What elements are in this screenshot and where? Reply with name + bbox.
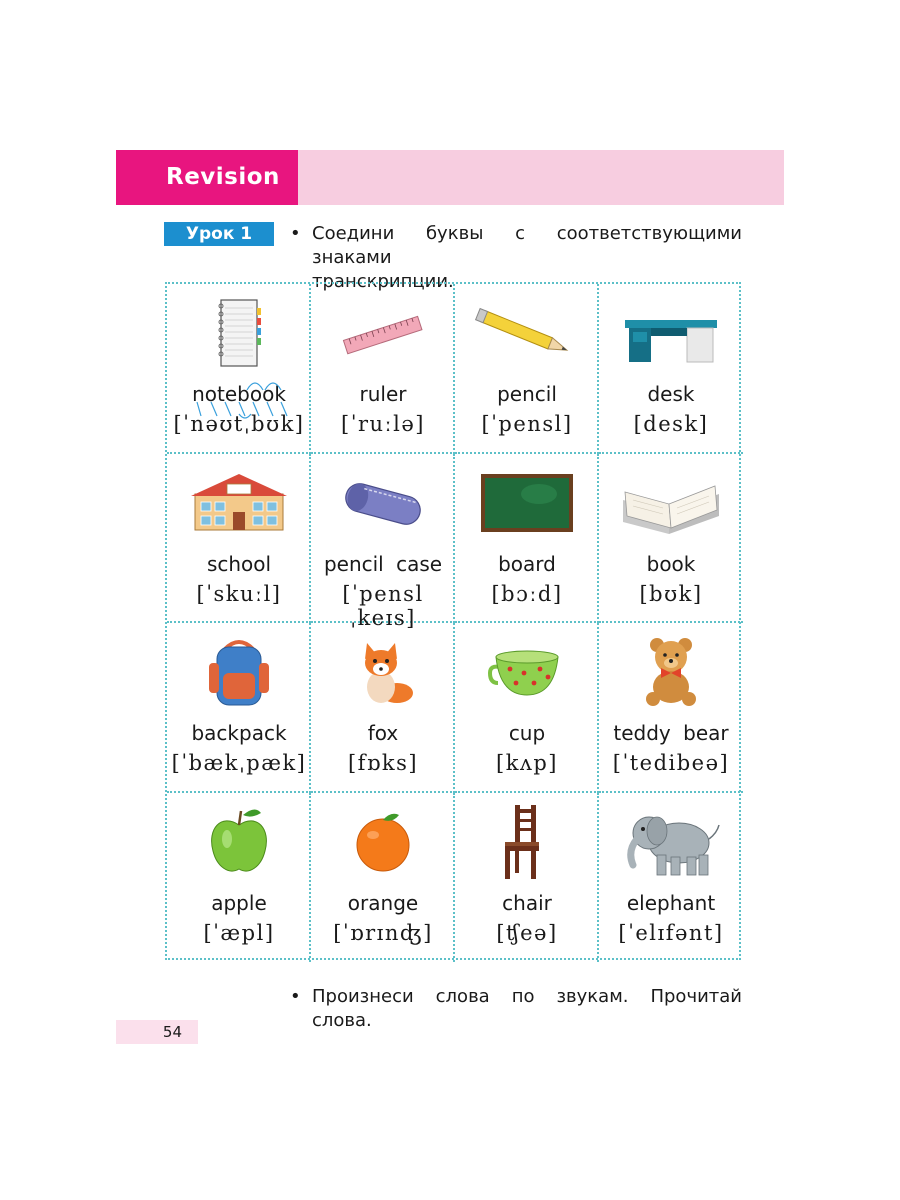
elephant-icon [599,803,743,881]
word-card-grid [165,282,741,960]
card-backpack [167,623,311,793]
card-word: book [646,551,696,576]
card-board [455,454,599,624]
card-book [599,454,743,624]
fox-icon [311,633,455,711]
card-word: pencil [497,382,557,406]
instruction-line: Произнеси слова по звукам. Прочитай слова. [312,986,742,1031]
cup-icon [455,633,599,711]
card-transcription: [ˈpensl] [481,412,573,436]
card-pencil-case [311,454,455,630]
book-icon [599,464,743,542]
bullet: • [290,986,301,1007]
card-transcription: [bʊk] [639,581,703,606]
card-transcription: [ʧeə] [496,920,558,945]
card-transcription: [ˈruːlə] [341,412,425,436]
school-icon [167,464,311,542]
card-word: notebook [192,382,286,406]
notebook-icon [167,294,311,372]
card-orange [311,793,455,963]
chair-icon [455,803,599,881]
card-fox [311,623,455,793]
card-transcription: [ˈɒrɪnʤ] [333,920,433,945]
lesson-badge: Урок 1 [164,222,274,246]
card-school [167,454,311,624]
card-transcription: [desk] [633,412,709,436]
card-word: board [498,551,556,576]
card-desk [599,284,743,454]
card-word: desk [647,382,695,406]
card-word: teddy bear [613,721,729,745]
card-word: apple [211,890,267,915]
card-transcription: [kʌp] [496,751,558,775]
card-word: cup [508,721,546,745]
card-transcription: [ˈelɪfənt] [618,920,724,945]
board-icon [455,464,599,542]
card-ruler [311,284,455,454]
card-notebook [167,284,311,454]
section-title: Revision [116,150,298,205]
card-word: elephant [626,890,716,915]
bullet: • [290,223,301,244]
ruler-icon [311,294,455,372]
instruction-line-1: Соедини буквы с соответствующими знаками [312,223,742,268]
card-apple [167,793,311,963]
backpack-icon [167,633,311,711]
card-word: ruler [359,382,407,406]
desk-icon [599,294,743,372]
card-word: pencil case [323,551,443,576]
card-transcription: [bɔːd] [491,581,563,606]
card-chair [455,793,599,963]
instruction-line-2: транскрипции. [312,271,454,292]
pencil-icon [455,294,599,372]
card-pencil [455,284,599,454]
card-word: backpack [191,721,287,745]
card-transcription: [ˈæpl] [203,920,275,945]
page-number: 54 [162,1023,182,1041]
card-word: fox [367,721,399,745]
apple-icon [167,803,311,881]
instruction-read [290,985,742,1033]
card-elephant [599,793,743,963]
card-transcription: [ˈnəʊtˌbʊk] [173,412,305,436]
card-transcription: [ˈbækˌpæk] [171,751,307,775]
card-transcription: [ˈtedibeə] [612,751,730,775]
card-word: orange [347,890,419,915]
card-cup [455,623,599,793]
card-teddy-bear [599,623,743,793]
pencil-case-icon [311,464,455,542]
orange-icon [311,803,455,881]
card-transcription: [fɒks] [347,751,419,775]
card-transcription: [ˈskuːl] [196,581,282,606]
teddy-bear-icon [599,633,743,711]
card-word: chair [502,890,552,915]
card-word: school [206,551,272,576]
card-transcription: [ˈpenslˌkeɪs] [342,581,424,630]
